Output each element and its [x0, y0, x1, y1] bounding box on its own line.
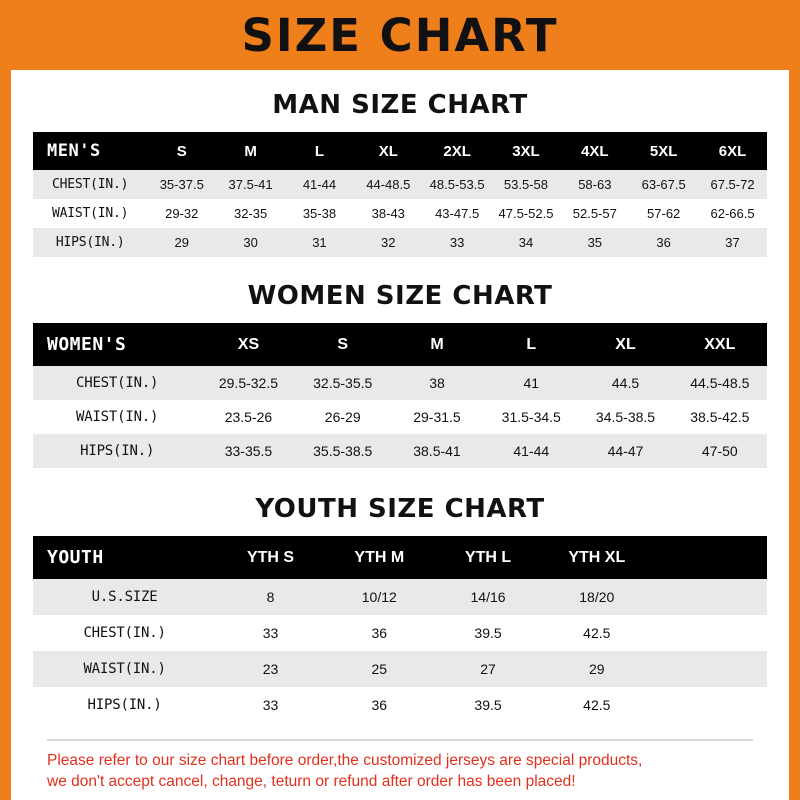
col-header-xl: XL: [378, 142, 398, 160]
col-header-xl: XL: [615, 335, 636, 353]
table-row: [33, 615, 767, 651]
cell: 58-63: [560, 170, 629, 199]
col-header-4xl: 4XL: [581, 142, 609, 160]
table-row: [33, 400, 767, 434]
col-header-m: M: [244, 142, 257, 160]
section-title-men: MAN SIZE CHART: [272, 90, 528, 120]
cell: 42.5: [542, 615, 651, 651]
cell: 62-66.5: [698, 199, 767, 228]
cell: 37.5-41: [216, 170, 285, 199]
men-size-table: [33, 132, 767, 257]
cell: 10/12: [325, 579, 434, 615]
cell: 41-44: [285, 170, 354, 199]
cell: 35-37.5: [147, 170, 216, 199]
youth-size-table: [33, 536, 767, 723]
cell: 31.5-34.5: [484, 400, 578, 434]
cell: 38.5-42.5: [673, 400, 767, 434]
row-label: CHEST(IN.): [33, 366, 201, 400]
row-label: HIPS(IN.): [33, 228, 147, 257]
cell: 36: [325, 687, 434, 723]
cell: 57-62: [629, 199, 698, 228]
cell: 53.5-58: [492, 170, 561, 199]
section-title-youth: YOUTH SIZE CHART: [255, 494, 545, 524]
cell: 18/20: [542, 579, 651, 615]
cell: 8: [216, 579, 325, 615]
cell: 44.5-48.5: [673, 366, 767, 400]
cell: 29: [147, 228, 216, 257]
cell: 37: [698, 228, 767, 257]
col-header-5xl: 5XL: [649, 142, 678, 160]
cell: 35: [560, 228, 629, 257]
col-header-2xl: 2XL: [443, 142, 471, 160]
col-header-yth-m: YTH M: [354, 548, 405, 566]
cell: 33: [216, 687, 325, 723]
cell: 34.5-38.5: [578, 400, 672, 434]
table-row: [33, 170, 767, 199]
cell: [651, 615, 767, 651]
cell: 41-44: [484, 434, 578, 468]
cell: 33: [423, 228, 492, 257]
cell: 44-48.5: [354, 170, 423, 199]
cell: 44-47: [578, 434, 672, 468]
table-row: [33, 687, 767, 723]
cell: 32: [354, 228, 423, 257]
table-header-row: [33, 132, 767, 170]
cell: 38.5-41: [390, 434, 484, 468]
cell: 14/16: [434, 579, 543, 615]
cell: 35.5-38.5: [296, 434, 390, 468]
cell: 32-35: [216, 199, 285, 228]
cell: 48.5-53.5: [423, 170, 492, 199]
col-header-yth-s: YTH S: [246, 548, 295, 566]
page-title: SIZE CHART: [241, 8, 559, 62]
cell: 43-47.5: [423, 199, 492, 228]
cell: 38: [390, 366, 484, 400]
col-header-s: S: [176, 142, 187, 160]
row-label: CHEST(IN.): [33, 170, 147, 199]
col-header-label: MEN'S: [47, 141, 101, 161]
col-header-xxl: XXL: [704, 335, 736, 353]
cell: [651, 687, 767, 723]
row-label: HIPS(IN.): [33, 434, 201, 468]
cell: 23.5-26: [201, 400, 295, 434]
cell: 32.5-35.5: [296, 366, 390, 400]
cell: 47.5-52.5: [492, 199, 561, 228]
row-label: U.S.SIZE: [33, 579, 216, 615]
cell: 23: [216, 651, 325, 687]
cell: 33: [216, 615, 325, 651]
row-label: CHEST(IN.): [33, 615, 216, 651]
col-header-label: YOUTH: [47, 547, 104, 568]
content: [11, 90, 789, 793]
cell: 42.5: [542, 687, 651, 723]
table-row: [33, 366, 767, 400]
cell: 30: [216, 228, 285, 257]
col-header-yth-xl: YTH XL: [568, 548, 626, 566]
table-header-row: [33, 536, 767, 579]
col-header-m: M: [430, 335, 444, 353]
cell: 35-38: [285, 199, 354, 228]
col-header-l: L: [314, 142, 325, 160]
col-header-yth-l: YTH L: [464, 548, 512, 566]
table-row: [33, 228, 767, 257]
cell: 31: [285, 228, 354, 257]
cell: 29-32: [147, 199, 216, 228]
row-label: WAIST(IN.): [33, 199, 147, 228]
cell: 33-35.5: [201, 434, 295, 468]
cell: 47-50: [673, 434, 767, 468]
col-header-3xl: 3XL: [512, 142, 540, 160]
col-header-s: S: [337, 335, 349, 353]
cell: 39.5: [434, 687, 543, 723]
row-label: WAIST(IN.): [33, 651, 216, 687]
cell: 26-29: [296, 400, 390, 434]
col-header-l: L: [526, 335, 537, 353]
cell: 41: [484, 366, 578, 400]
cell: 67.5-72: [698, 170, 767, 199]
notice-line-1: Please refer to our size chart before order,the customized jerseys are special products,: [47, 752, 643, 769]
table-header-row: [33, 323, 767, 366]
header-band: [11, 0, 789, 70]
col-header-empty: [651, 536, 767, 579]
cell: 38-43: [354, 199, 423, 228]
women-size-table: [33, 323, 767, 468]
table-row: [33, 579, 767, 615]
col-header-xs: XS: [237, 335, 260, 353]
cell: 44.5: [578, 366, 672, 400]
cell: 36: [325, 615, 434, 651]
table-row: [33, 651, 767, 687]
cell: [651, 651, 767, 687]
table-row: [33, 434, 767, 468]
cell: 27: [434, 651, 543, 687]
col-header-6xl: 6XL: [718, 142, 747, 160]
cell: 36: [629, 228, 698, 257]
row-label: HIPS(IN.): [33, 687, 216, 723]
col-header-label: WOMEN'S: [47, 334, 127, 355]
cell: 34: [492, 228, 561, 257]
cell: 29: [542, 651, 651, 687]
cell: [651, 579, 767, 615]
cell: 25: [325, 651, 434, 687]
notice-line-2: we don't accept cancel, change, teturn or refund after order has been placed!: [47, 772, 576, 790]
cell: 39.5: [434, 615, 543, 651]
cell: 29-31.5: [390, 400, 484, 434]
order-notice: [47, 739, 753, 793]
cell: 29.5-32.5: [201, 366, 295, 400]
table-row: [33, 199, 767, 228]
row-label: WAIST(IN.): [33, 400, 201, 434]
section-title-women: WOMEN SIZE CHART: [247, 281, 553, 311]
cell: 52.5-57: [560, 199, 629, 228]
cell: 63-67.5: [629, 170, 698, 199]
